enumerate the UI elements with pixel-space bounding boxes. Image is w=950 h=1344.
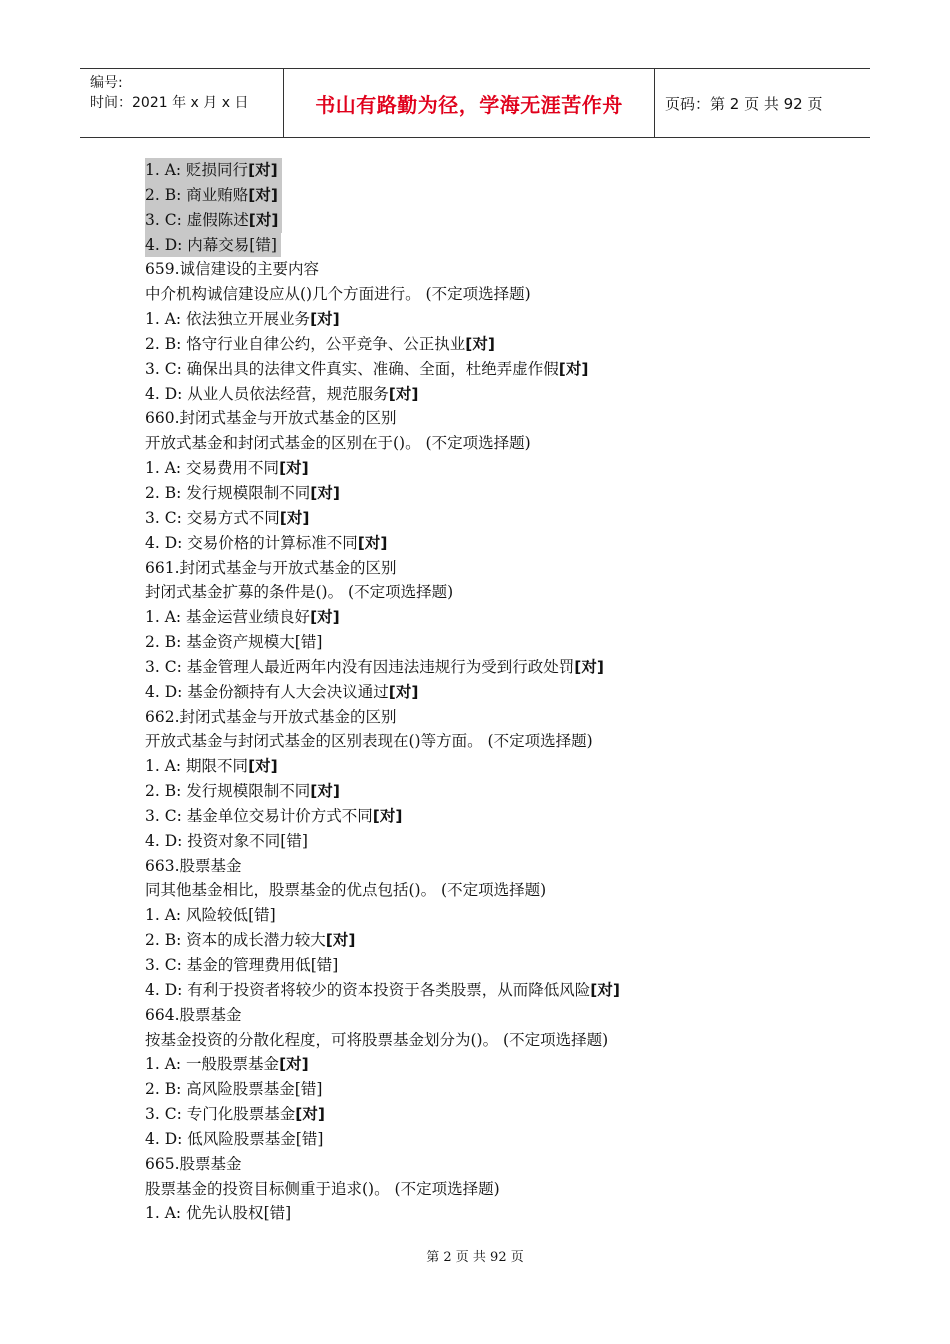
- header-motto-cell: [283, 69, 655, 137]
- line-content: [145, 260, 319, 278]
- question-line: [145, 282, 845, 307]
- line-text: 1. A: 期限不同: [145, 757, 249, 776]
- question-line: [145, 1177, 845, 1202]
- answer-option: [145, 1077, 845, 1102]
- line-text: 2. B: 基金资产规模大: [145, 633, 295, 652]
- correct-mark: [对]: [310, 483, 340, 502]
- line-text: 1. A: 基金运营业绩良好: [145, 608, 311, 627]
- line-content: [145, 1155, 242, 1173]
- answer-option: [145, 233, 845, 258]
- correct-mark: [对]: [279, 459, 309, 478]
- line-text: 按基金投资的分散化程度，可将股票基金划分为()。 (不定项选择题): [145, 1030, 609, 1049]
- line-content: [145, 857, 242, 875]
- answer-option: [145, 953, 845, 978]
- answer-option: [145, 158, 845, 183]
- question-line: [145, 729, 845, 754]
- line-text: 2. B: 恪守行业自律公约，公平竞争、公正执业: [145, 334, 466, 353]
- line-content: [145, 807, 402, 825]
- answer-option: [145, 481, 845, 506]
- line-text: 4. D: 从业人员依法经营，规范服务: [145, 384, 389, 403]
- line-text: 1. A: 一般股票基金: [145, 1055, 280, 1074]
- line-text: 3. C: 基金管理人最近两年内没有因违法违规行为受到行政处罚: [145, 657, 575, 676]
- correct-mark: [对]: [248, 161, 278, 179]
- answer-option: [145, 1127, 845, 1152]
- line-text: 同其他基金相比，股票基金的优点包括()。 (不定项选择题): [145, 881, 547, 900]
- question-line: [145, 580, 845, 605]
- correct-mark: [对]: [574, 657, 604, 676]
- answer-option: [145, 332, 845, 357]
- line-content: [145, 183, 282, 208]
- wrong-mark: [错]: [249, 235, 277, 254]
- line-content: [145, 385, 418, 403]
- line-text: 3. C: 虚假陈述: [145, 210, 249, 229]
- line-text: 1. A: 贬损同行: [145, 161, 249, 179]
- line-text: 2. B: 发行规模限制不同: [145, 483, 311, 502]
- answer-option: [145, 1052, 845, 1077]
- line-content: [145, 409, 397, 427]
- line-text: 663.股票基金: [145, 856, 242, 875]
- line-content: [145, 782, 340, 800]
- question-line: [145, 406, 845, 431]
- answer-option: [145, 829, 845, 854]
- answer-option: [145, 903, 845, 928]
- line-text: 4. D: 有利于投资者将较少的资本投资于各类股票，从而降低风险: [145, 980, 591, 999]
- line-content: [145, 559, 397, 577]
- answer-option: [145, 1201, 845, 1226]
- correct-mark: [对]: [295, 1105, 325, 1124]
- answer-option: [145, 655, 845, 680]
- line-text: 3. C: 专门化股票基金: [145, 1105, 296, 1124]
- line-content: [145, 732, 593, 750]
- answer-option: [145, 630, 845, 655]
- correct-mark: [对]: [248, 185, 278, 204]
- header-page-cell: [655, 69, 870, 137]
- question-line: [145, 878, 845, 903]
- answer-option: [145, 531, 845, 556]
- correct-mark: [对]: [248, 210, 279, 229]
- line-content: [145, 583, 453, 601]
- correct-mark: [对]: [357, 533, 388, 552]
- correct-mark: [对]: [279, 1055, 309, 1074]
- answer-option: [145, 754, 845, 779]
- line-content: [145, 484, 340, 502]
- line-content: [145, 1006, 242, 1024]
- line-content: [145, 683, 418, 701]
- correct-mark: [对]: [310, 608, 340, 627]
- question-line: [145, 1152, 845, 1177]
- line-text: 4. D: 交易价格的计算标准不同: [145, 533, 358, 552]
- answer-option: [145, 680, 845, 705]
- line-text: 股票基金的投资目标侧重于追求()。 (不定项选择题): [145, 1179, 500, 1198]
- correct-mark: [对]: [310, 782, 340, 801]
- answer-option: [145, 208, 845, 233]
- line-content: [145, 757, 278, 775]
- wrong-mark: [错]: [295, 1129, 324, 1148]
- answer-option: [145, 183, 845, 208]
- line-text: 661.封闭式基金与开放式基金的区别: [145, 558, 397, 577]
- correct-mark: [对]: [279, 508, 310, 527]
- line-content: [145, 335, 495, 353]
- line-content: [145, 1055, 309, 1073]
- line-text: 1. A: 交易费用不同: [145, 459, 280, 478]
- line-text: 中介机构诚信建设应从()几个方面进行。 (不定项选择题): [145, 285, 531, 304]
- line-text: 3. C: 基金单位交易计价方式不同: [145, 806, 373, 825]
- answer-option: [145, 307, 845, 332]
- page-footer: 第 2 页 共 92 页: [426, 1250, 524, 1265]
- line-content: [145, 881, 546, 899]
- line-text: 1. A: 风险较低: [145, 906, 249, 925]
- line-text: 659.诚信建设的主要内容: [145, 260, 320, 279]
- question-line: [145, 257, 845, 282]
- question-list: [145, 158, 845, 1226]
- line-text: 4. D: 基金份额持有人大会决议通过: [145, 682, 389, 701]
- answer-option: [145, 1102, 845, 1127]
- correct-mark: [对]: [248, 757, 278, 776]
- wrong-mark: [错]: [294, 1080, 323, 1099]
- answer-option: [145, 506, 845, 531]
- wrong-mark: [错]: [294, 633, 323, 652]
- line-content: [145, 608, 340, 626]
- answer-option: [145, 382, 845, 407]
- line-text: 2. B: 发行规模限制不同: [145, 782, 311, 801]
- line-text: 2. B: 高风险股票基金: [145, 1080, 295, 1099]
- line-text: 660.封闭式基金与开放式基金的区别: [145, 409, 397, 428]
- question-line: [145, 1003, 845, 1028]
- answer-option: [145, 779, 845, 804]
- header-meta: [80, 69, 283, 137]
- question-line: [145, 854, 845, 879]
- page-header: [80, 68, 870, 138]
- question-line: [145, 556, 845, 581]
- page-label: 页码：第 2 页 共 92 页: [665, 94, 823, 113]
- line-text: 3. C: 基金的管理费用低: [145, 956, 311, 974]
- correct-mark: [对]: [372, 806, 403, 825]
- line-text: 开放式基金与封闭式基金的区别表现在()等方面。 (不定项选择题): [145, 732, 593, 751]
- line-content: [145, 310, 340, 328]
- line-content: [145, 285, 531, 303]
- answer-option: [145, 357, 845, 382]
- wrong-mark: [错]: [310, 956, 339, 974]
- line-content: [145, 158, 282, 183]
- line-content: [145, 708, 397, 726]
- line-text: 665.股票基金: [145, 1154, 242, 1173]
- line-text: 662.封闭式基金与开放式基金的区别: [145, 707, 397, 726]
- date-label: 时间：2021 年 x 月 x 日: [90, 95, 249, 111]
- line-text: 3. C: 交易方式不同: [145, 508, 280, 527]
- line-text: 开放式基金和封闭式基金的区别在于()。 (不定项选择题): [145, 434, 531, 453]
- line-text: 4. D: 投资对象不同: [145, 831, 281, 850]
- line-content: [145, 1105, 325, 1123]
- wrong-mark: [错]: [280, 831, 308, 850]
- line-content: [145, 1031, 608, 1049]
- line-content: [145, 509, 309, 527]
- line-content: [145, 981, 620, 999]
- answer-option: [145, 605, 845, 630]
- question-line: [145, 705, 845, 730]
- line-content: [145, 906, 276, 924]
- wrong-mark: [错]: [248, 906, 276, 925]
- line-content: [145, 360, 588, 378]
- line-content: [145, 956, 338, 974]
- line-content: [145, 534, 387, 552]
- wrong-mark: [错]: [263, 1204, 292, 1223]
- line-content: [145, 633, 322, 651]
- line-text: 2. B: 资本的成长潜力较大: [145, 931, 326, 950]
- line-text: 3. C: 确保出具的法律文件真实、准确、全面，杜绝弄虚作假: [145, 359, 559, 378]
- line-content: [145, 1080, 322, 1098]
- line-content: [145, 208, 282, 233]
- line-text: 封闭式基金扩募的条件是()。 (不定项选择题): [145, 583, 454, 602]
- line-content: [145, 1130, 323, 1148]
- answer-option: [145, 456, 845, 481]
- line-content: [145, 434, 531, 452]
- line-content: [145, 931, 355, 949]
- question-line: [145, 1028, 845, 1053]
- line-text: 1. A: 依法独立开展业务: [145, 310, 311, 329]
- line-content: [145, 832, 308, 850]
- correct-mark: [对]: [325, 931, 356, 950]
- correct-mark: [对]: [465, 334, 495, 353]
- line-content: [145, 658, 604, 676]
- line-content: [145, 459, 309, 477]
- number-label: 编号:: [90, 75, 123, 91]
- answer-option: [145, 928, 845, 953]
- line-text: 4. D: 低风险股票基金: [145, 1129, 296, 1148]
- line-text: 2. B: 商业贿赂: [145, 185, 249, 204]
- answer-option: [145, 978, 845, 1003]
- line-text: 664.股票基金: [145, 1005, 242, 1024]
- correct-mark: [对]: [558, 359, 589, 378]
- correct-mark: [对]: [388, 682, 419, 701]
- answer-option: [145, 804, 845, 829]
- line-content: [145, 1204, 291, 1222]
- line-text: 4. D: 内幕交易: [145, 235, 250, 254]
- question-line: [145, 431, 845, 456]
- line-text: 1. A: 优先认股权: [145, 1204, 264, 1223]
- line-content: [145, 233, 281, 258]
- correct-mark: [对]: [310, 310, 340, 329]
- line-content: [145, 1180, 500, 1198]
- correct-mark: [对]: [590, 980, 620, 999]
- correct-mark: [对]: [388, 384, 419, 403]
- motto: 书山有路勤为径，学海无涯苦作舟: [315, 92, 623, 117]
